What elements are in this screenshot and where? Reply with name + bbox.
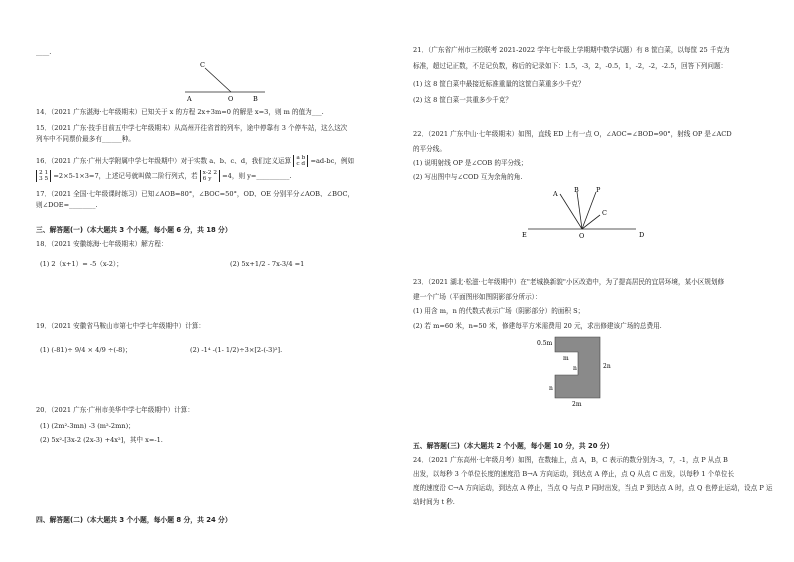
question-23-part2: (2) 若 m=60 米，n=50 米，修建每平方米需费用 20 元，求出修建该广场的总费用. xyxy=(413,322,662,330)
fig2-label-c: C xyxy=(602,209,607,217)
question-23-part1: (1) 用含 m，n 的代数式表示广场（阴影部分）的面积 S； xyxy=(413,307,585,315)
fig1-label-b: B xyxy=(253,95,258,103)
section-3-heading: 三、解答题(一)（本大题共 3 个小题，每小题 6 分，共 18 分） xyxy=(36,226,232,234)
fig2-label-a: A xyxy=(553,190,558,198)
question-18-part1: (1) 2（x+1）= -5（x-2）； xyxy=(40,260,123,268)
q16-text-b: =2×5-1×3=7，上述记号就叫做二阶行列式，若 xyxy=(53,172,198,180)
fig1-label-o: O xyxy=(228,95,234,103)
q16-determinant-example: 2 1 3 5 xyxy=(36,170,51,182)
q16-text-c: =4，则 y=__________. xyxy=(222,172,292,180)
question-21-line2: 标准，超过记正数，不足记负数，称后的记录如下：1.5，-3，2，-0.5，1，-2，-2，-2.5，回答下列问题： xyxy=(413,62,728,70)
question-20-part1: (1) (2m²-3mn) -3 (m²-2mn)； xyxy=(40,422,135,430)
angle-figure xyxy=(175,58,275,104)
fig2-label-o: O xyxy=(579,232,585,240)
q16-text-a-end: =ad-bc，例如 xyxy=(310,157,355,165)
question-23-line2: 建一个广场（平面图形如图阴影部分所示）： xyxy=(413,293,542,301)
question-18-part2: (2) 5x+1/2 - 7x-3/4 =1 xyxy=(230,260,305,268)
fig2-label-d: D xyxy=(639,231,645,239)
question-14: 14．（2021 广东湛海·七年级期末）已知关于 x 的方程 2x+3m=0 的解是 x=3，则 m 的值为___. xyxy=(36,108,324,116)
question-22-line2: 的平分线。 xyxy=(413,145,446,153)
question-15-line2: 列车中不同票价最多有______种。 xyxy=(36,135,135,143)
fig3-label-left-n: n xyxy=(549,385,553,392)
question-24-line2: 出发，以每秒 3 个单位长度的速度沿 B→A 方向运动，到达点 A 停止，点 Q 从点 C 出发，以每秒 1 个单位长 xyxy=(413,470,735,478)
fig2-label-e: E xyxy=(522,231,527,239)
question-22-line1: 22．（2021 广东中山·七年级期末）如图，直线 ED 上有一点 O，∠AOC=∠BOD=90°，射线 OP 是∠ACD xyxy=(413,130,732,138)
question-20-part2: (2) 5x²-[3x-2 (2x-3) +4x²]，其中 x=-1. xyxy=(40,436,163,444)
fig3-label-bottom: 2m xyxy=(572,401,582,408)
question-21-part2: (2) 这 8 筐白菜一共重多少千克？ xyxy=(413,96,512,104)
question-24-line3: 度的速度沿 C→A 方向运动，到达点 A 停止，当点 Q 与点 P 同时出发，当点 P 到达点 A 时，点 Q 也停止运动，设点 P 运 xyxy=(413,484,773,492)
question-20: 20．（2021 广东·广州市美华中学七年级期中）计算： xyxy=(36,406,194,414)
question-23-line1: 23．（2021 湖北·松滋·七年级期中）在"老城换新貌"小区改造中，为了提高居民的宜居环境，某小区规划修 xyxy=(413,278,725,286)
question-24-line4: 动时间为 t 秒. xyxy=(413,498,455,506)
question-22-part1: (1) 说明射线 OP 是∠COB 的平分线； xyxy=(413,159,528,167)
fig1-label-a: A xyxy=(187,95,192,103)
question-18: 18．（2021 安徽练海·七年级期末）解方程： xyxy=(36,240,168,248)
fig3-label-top-left: 0.5m xyxy=(537,340,553,347)
fig3-label-right: 2n xyxy=(603,363,611,370)
section-5-heading: 五、解答题(三)（本大题共 2 个小题，每小题 10 分，共 20 分） xyxy=(413,442,614,450)
question-22-part2: (2) 写出图中与∠COD 互为余角的角. xyxy=(413,173,523,181)
question-19: 19．（2021 安徽省马鞍山市第七中学七年级期中）计算： xyxy=(36,322,206,330)
question-17-line1: 17．（2021 全国·七年级课时练习）已知∠AOB=80°，∠BOC=50°，OD、OE 分别平分∠AOB、∠BOC， xyxy=(36,190,355,198)
question-17-line2: 则∠DOE=________. xyxy=(36,201,98,209)
rays-figure xyxy=(520,182,650,240)
fig3-label-inner-n: n xyxy=(573,365,577,372)
question-21-part1: (1) 这 8 筐白菜中最接近标准重量的这筐白菜重多少千克？ xyxy=(413,80,585,88)
question-19-part2: (2) -1⁴ -(1- 1/2)÷3×[2-(-3)²]. xyxy=(190,346,283,354)
question-16-line2 xyxy=(36,170,291,182)
question-15-line1: 15．（2021 广东·技手目前五中学七年级期末）从高州开往省首的列车，途中停靠有 3 个停车站，这么这次 xyxy=(36,124,348,132)
question-19-part1: (1) (-81)÷ 9/4 × 4/9 ÷(-8)； xyxy=(40,346,132,354)
q16-determinant-def: a b c d xyxy=(293,155,308,167)
fig3-label-inner-m: m xyxy=(563,355,569,362)
answer-blank-top: ____. xyxy=(36,48,52,56)
question-24-line1: 24．（2021 广东高州·七年级月考）如图，在数轴上，点 A，B，C 表示的数分别为-3，7，-1，点 P 从点 B xyxy=(413,456,728,464)
question-16-line1 xyxy=(36,155,354,167)
question-21-line1: 21．（广东省广州市三校联考 2021-2022 学年七年级上学期期中数学试题）有 8 筐白菜，以每筐 25 千克为 xyxy=(413,46,730,54)
section-4-heading: 四、解答题(二)（本大题共 3 个小题，每小题 8 分，共 24 分） xyxy=(36,516,232,524)
fig2-label-p: P xyxy=(596,186,601,194)
plaza-figure xyxy=(530,330,630,408)
fig2-label-b: B xyxy=(574,186,579,194)
q16-text-a: 16．（2021 广东·广州大学附属中学七年级期中）对于实数 a、b、c、d，我们定义运算 xyxy=(36,157,292,165)
q16-determinant-question: x-2 2 6 y xyxy=(200,170,220,182)
fig1-label-c: C xyxy=(200,61,205,69)
